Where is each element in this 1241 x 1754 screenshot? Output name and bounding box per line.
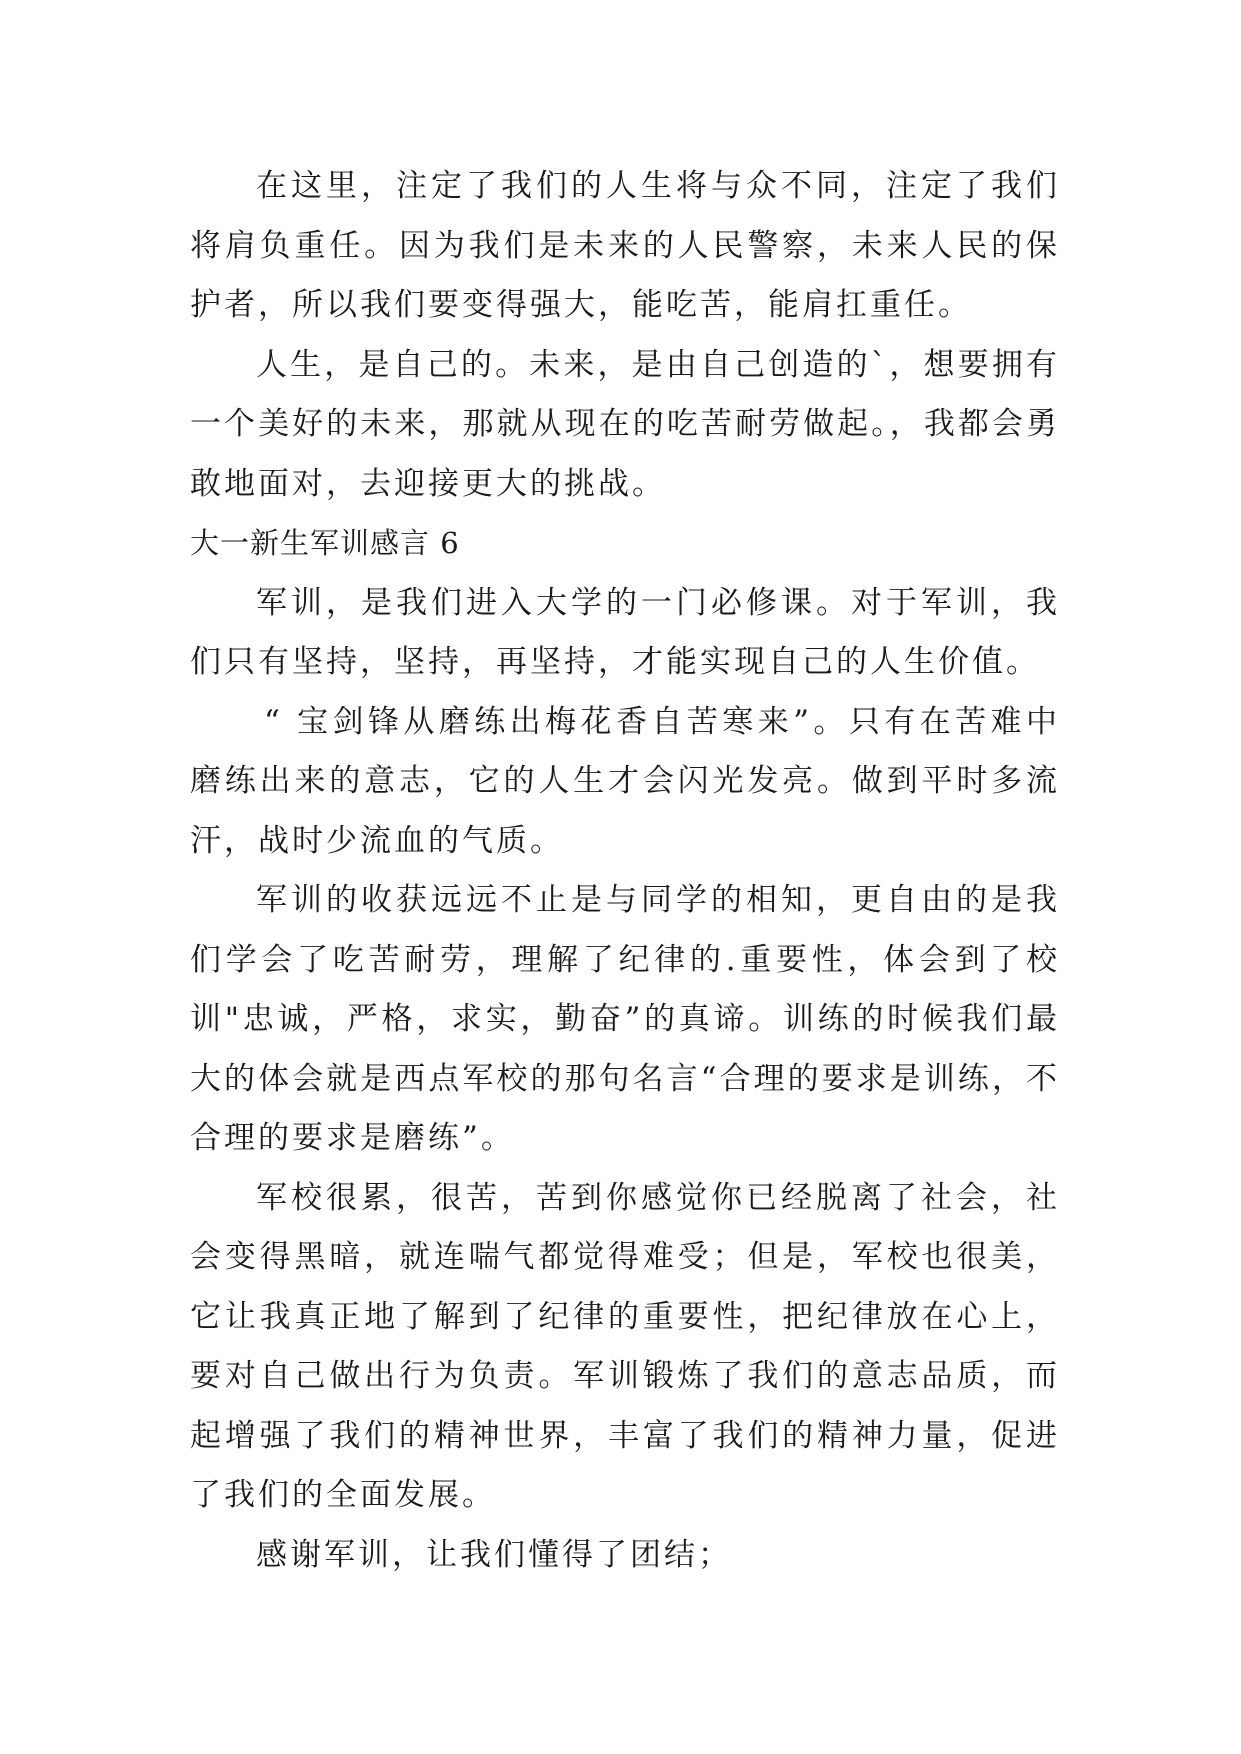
- paragraph-gains: 军训的收获远远不止是与同学的相知，更自由的是我们学会了吃苦耐劳，理解了纪律的.重要性，体会到了校训"忠诚，严格，求实，勤奋”的真谛。训练的时候我们最大的体会就是西点军校的那句名言“合理的要求是训练，不合理的要求是磨练”。: [190, 882, 1060, 1156]
- paragraph-hardship: 军校很累，很苦，苦到你感觉你已经脱离了社会，社会变得黑暗，就连喘气都觉得难受；但是，军校也很美，它让我真正地了解到了纪律的重要性，把纪律放在心上，要对自己做出行为负责。军训锻炼了我们的意志品质，而起增强了我们的精神世界，丰富了我们的精神力量，促进了我们的全面发展。: [190, 1179, 1060, 1513]
- paragraph-thanks: 感谢军训，让我们懂得了团结；: [256, 1536, 732, 1573]
- paragraph-required-course: 军训，是我们进入大学的一门必修课。对于军训，我们只有坚持，坚持，再坚持，才能实现自己的人生价值。: [190, 584, 1060, 680]
- paragraph-sword-quote: “ 宝剑锋从磨练出梅花香自苦寒来”。只有在苦难中磨练出来的意志，它的人生才会闪光发亮。做到平时多流汗，战时少流血的气质。: [190, 703, 1060, 859]
- paragraph-destiny: 在这里，注定了我们的人生将与众不同，注定了我们将肩负重任。因为我们是未来的人民警察，未来人民的保护者，所以我们要变得强大，能吃苦，能肩扛重任。: [190, 168, 1060, 323]
- paragraph-future: 人生，是自己的。未来，是由自己创造的`，想要拥有一个美好的未来，那就从现在的吃苦耐劳做起。，我都会勇敢地面对，去迎接更大的挑战。: [190, 346, 1060, 502]
- document-body: [190, 157, 1060, 1585]
- section-heading: 大一新生军训感言 6: [190, 526, 460, 560]
